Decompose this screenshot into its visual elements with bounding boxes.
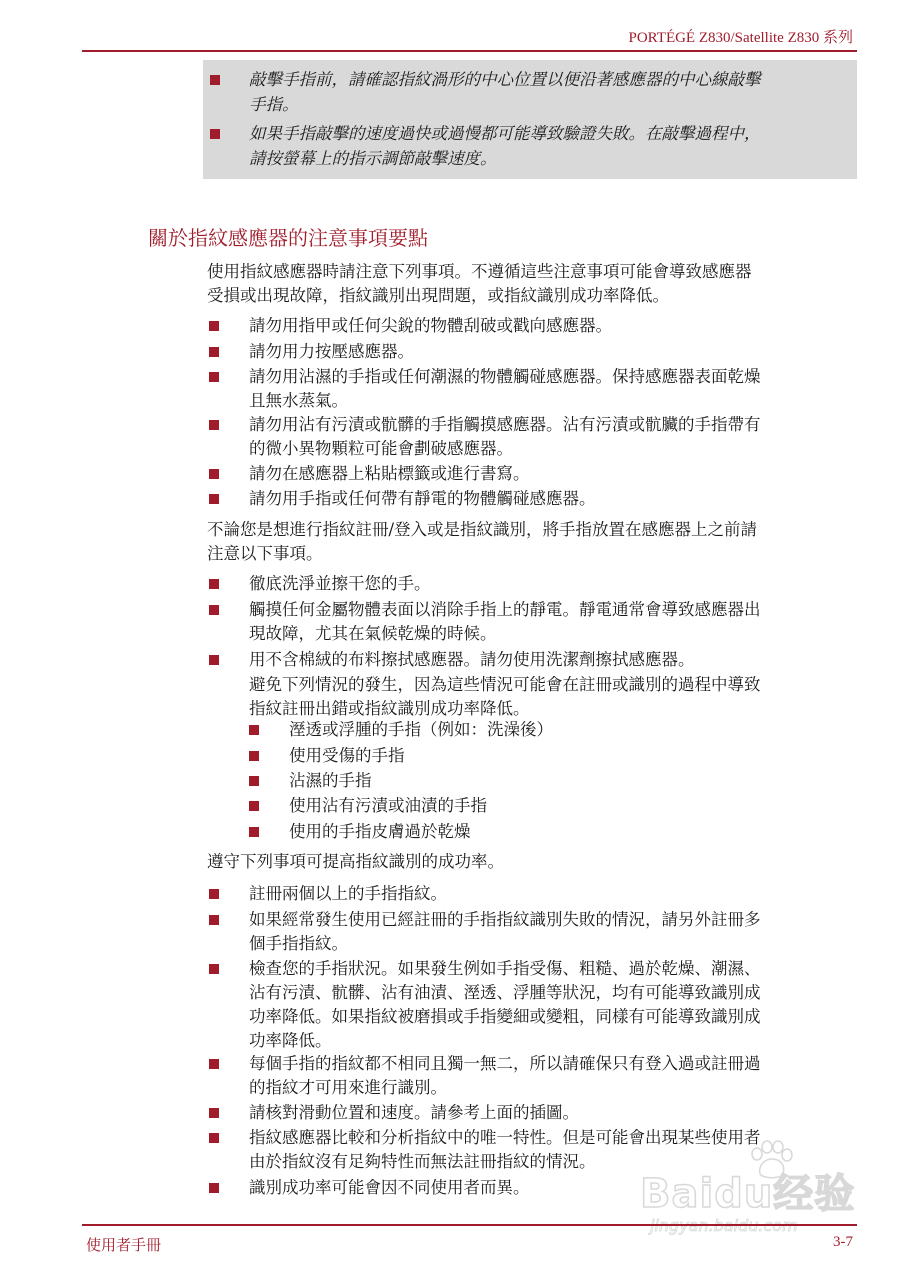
list-line: 如果經常發生使用已經註冊的手指指紋識別失敗的情況，請另外註冊多 bbox=[249, 910, 761, 929]
square-bullet-icon bbox=[209, 579, 219, 589]
square-bullet-icon bbox=[249, 751, 259, 761]
note-line: 手指。 bbox=[249, 95, 299, 114]
list-line: 使用的手指皮膚過於乾燥 bbox=[289, 822, 471, 841]
square-bullet-icon bbox=[209, 889, 219, 899]
paragraph bbox=[207, 850, 852, 874]
list-line: 功率降低。 bbox=[249, 1031, 332, 1050]
list-line: 指紋感應器比較和分析指紋中的唯一特性。但是可能會出現某些使用者 bbox=[249, 1128, 761, 1147]
square-bullet-icon bbox=[209, 469, 219, 479]
square-bullet-icon bbox=[210, 129, 220, 139]
page-number: 3-7 bbox=[833, 1234, 853, 1250]
paragraph-line: 注意以下事項。 bbox=[207, 544, 323, 563]
list-line: 的微小異物顆粒可能會劃破感應器。 bbox=[249, 439, 513, 458]
header-rule bbox=[82, 50, 857, 52]
list-line: 由於指紋沒有足夠特性而無法註冊指紋的情況。 bbox=[249, 1152, 596, 1171]
square-bullet-icon bbox=[249, 827, 259, 837]
note-line: 如果手指敲擊的速度過快或過慢都可能導致驗證失敗。在敲擊過程中， bbox=[249, 124, 761, 143]
paragraph bbox=[207, 518, 852, 566]
header-title: PORTÉGÉ Z830/Satellite Z830 系列 bbox=[628, 30, 853, 46]
list-line: 請勿用沾有污漬或骯髒的手指觸摸感應器。沾有污漬或骯臟的手指帶有 bbox=[249, 415, 761, 434]
paragraph-line: 使用指紋感應器時請注意下列事項。不遵循這些注意事項可能會導致感應器 bbox=[207, 262, 752, 281]
list-line: 沾有污漬、骯髒、沾有油漬、溼透、浮腫等狀況，均有可能導致識別成 bbox=[249, 983, 761, 1002]
list-line: 檢查您的手指狀況。如果發生例如手指受傷、粗糙、過於乾燥、潮濕、 bbox=[249, 959, 761, 978]
square-bullet-icon bbox=[209, 420, 219, 430]
list-line: 每個手指的指紋都不相同且獨一無二，所以請確保只有登入過或註冊過 bbox=[249, 1054, 761, 1073]
square-bullet-icon bbox=[209, 655, 219, 665]
list-line: 請勿用沾濕的手指或任何潮濕的物體觸碰感應器。保持感應器表面乾燥 bbox=[249, 367, 761, 386]
note-line: 請按螢幕上的指示調節敲擊速度。 bbox=[249, 149, 497, 168]
square-bullet-icon bbox=[249, 776, 259, 786]
square-bullet-icon bbox=[209, 1059, 219, 1069]
square-bullet-icon bbox=[209, 321, 219, 331]
list-line: 且無水蒸氣。 bbox=[249, 391, 348, 410]
paragraph-line: 遵守下列事項可提高指紋識別的成功率。 bbox=[207, 852, 504, 871]
square-bullet-icon bbox=[249, 725, 259, 735]
list-line: 溼透或浮腫的手指（例如：洗澡後） bbox=[289, 720, 553, 739]
paragraph-line: 指紋註冊出錯或指紋識別成功率降低。 bbox=[249, 699, 530, 718]
square-bullet-icon bbox=[209, 1133, 219, 1143]
list-line: 沾濕的手指 bbox=[289, 771, 372, 790]
watermark-url: jingyan.baidu.com bbox=[650, 1216, 798, 1235]
list-line: 現故障，尤其在氣候乾燥的時候。 bbox=[249, 624, 497, 643]
list-line: 的指紋才可用來進行識別。 bbox=[249, 1078, 447, 1097]
square-bullet-icon bbox=[209, 1108, 219, 1118]
footer-manual-label: 使用者手冊 bbox=[86, 1236, 162, 1254]
note-line: 敲擊手指前，請確認指紋渦形的中心位置以便沿著感應器的中心線敲擊 bbox=[249, 70, 761, 89]
list-line: 使用沾有污漬或油漬的手指 bbox=[289, 796, 487, 815]
list-line: 註冊兩個以上的手指指紋。 bbox=[249, 884, 447, 903]
section-title: 關於指紋感應器的注意事項要點 bbox=[148, 226, 428, 250]
square-bullet-icon bbox=[209, 372, 219, 382]
list-line: 使用受傷的手指 bbox=[289, 746, 405, 765]
square-bullet-icon bbox=[249, 801, 259, 811]
intro-paragraph bbox=[207, 260, 852, 308]
note-box bbox=[203, 60, 857, 179]
list-line: 功率降低。如果指紋被磨損或手指變細或變粗，同樣有可能導致識別成 bbox=[249, 1007, 761, 1026]
list-line: 識別成功率可能會因不同使用者而異。 bbox=[249, 1178, 530, 1197]
footer-rule bbox=[82, 1224, 857, 1226]
list-line: 請勿在感應器上粘貼標籤或進行書寫。 bbox=[249, 464, 530, 483]
square-bullet-icon bbox=[210, 75, 220, 85]
avoid-intro bbox=[249, 673, 854, 721]
square-bullet-icon bbox=[209, 1183, 219, 1193]
square-bullet-icon bbox=[209, 915, 219, 925]
square-bullet-icon bbox=[209, 347, 219, 357]
list-line: 觸摸任何金屬物體表面以消除手指上的靜電。靜電通常會導致感應器出 bbox=[249, 600, 761, 619]
square-bullet-icon bbox=[209, 494, 219, 504]
list-line: 徹底洗淨並擦干您的手。 bbox=[249, 574, 431, 593]
baidu-watermark bbox=[640, 1140, 860, 1250]
square-bullet-icon bbox=[209, 605, 219, 615]
list-line: 請核對滑動位置和速度。請參考上面的插圖。 bbox=[249, 1103, 579, 1122]
list-line: 用不含棉絨的布料擦拭感應器。請勿使用洗潔劑擦拭感應器。 bbox=[249, 650, 695, 669]
list-line: 個手指指紋。 bbox=[249, 934, 348, 953]
square-bullet-icon bbox=[209, 964, 219, 974]
list-line: 請勿用指甲或任何尖銳的物體刮破或戳向感應器。 bbox=[249, 316, 612, 335]
watermark-logo: Baidu经验 bbox=[640, 1171, 856, 1217]
paragraph-line: 不論您是想進行指紋註冊/登入或是指紋識別，將手指放置在感應器上之前請 bbox=[207, 520, 758, 539]
paragraph-line: 受損或出現故障，指紋識別出現問題，或指紋識別成功率降低。 bbox=[207, 286, 669, 305]
list-line: 請勿用手指或任何帶有靜電的物體觸碰感應器。 bbox=[249, 489, 596, 508]
paragraph-line: 避免下列情況的發生，因為這些情況可能會在註冊或識別的過程中導致 bbox=[249, 675, 761, 694]
list-line: 請勿用力按壓感應器。 bbox=[249, 342, 414, 361]
